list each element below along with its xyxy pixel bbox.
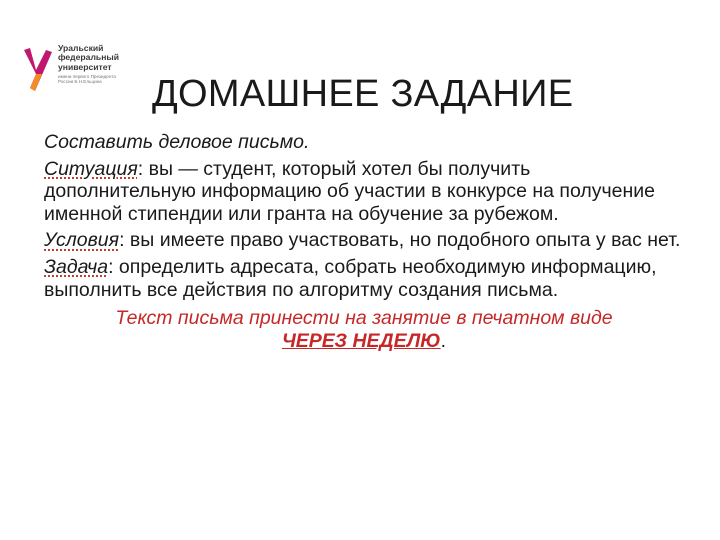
intro-text: Составить деловое письмо. [44,131,310,153]
situation-term: Ситуация [44,157,138,180]
page-title: ДОМАШНЕЕ ЗАДАНИЕ [152,73,574,116]
deadline-note [44,307,684,352]
conditions-text: : вы имеете право участвовать, но подобного опыта у вас нет. [119,229,681,252]
deadline-note-line: Текст письма принести на занятие в печатном виде [115,307,613,330]
situation-paragraph [44,158,684,226]
deadline-period: . [440,329,447,352]
logo-name: Уральский федеральный университет [58,43,120,72]
urfu-logo-icon [22,44,54,94]
task-paragraph [44,256,684,301]
task-term: Задача [44,255,109,278]
conditions-term: Условия [44,229,120,252]
university-logo [22,44,132,94]
conditions-paragraph [44,229,684,252]
situation-text: : вы — студент, который хотел бы получить дополнительную информацию об участии в конкурсе на получение именной стипендии или гранта на обучение за рубежом. [44,157,655,225]
assignment-body [44,131,684,352]
deadline-emphasis: ЧЕРЕЗ НЕДЕЛЮ [281,329,441,352]
task-text: : определить адресата, собрать необходимую информацию, выполнить все действия по алгоритму создания письма. [44,255,657,301]
logo-subtitle: имени первого Президента России Б.Н.Ельцина [58,74,116,85]
